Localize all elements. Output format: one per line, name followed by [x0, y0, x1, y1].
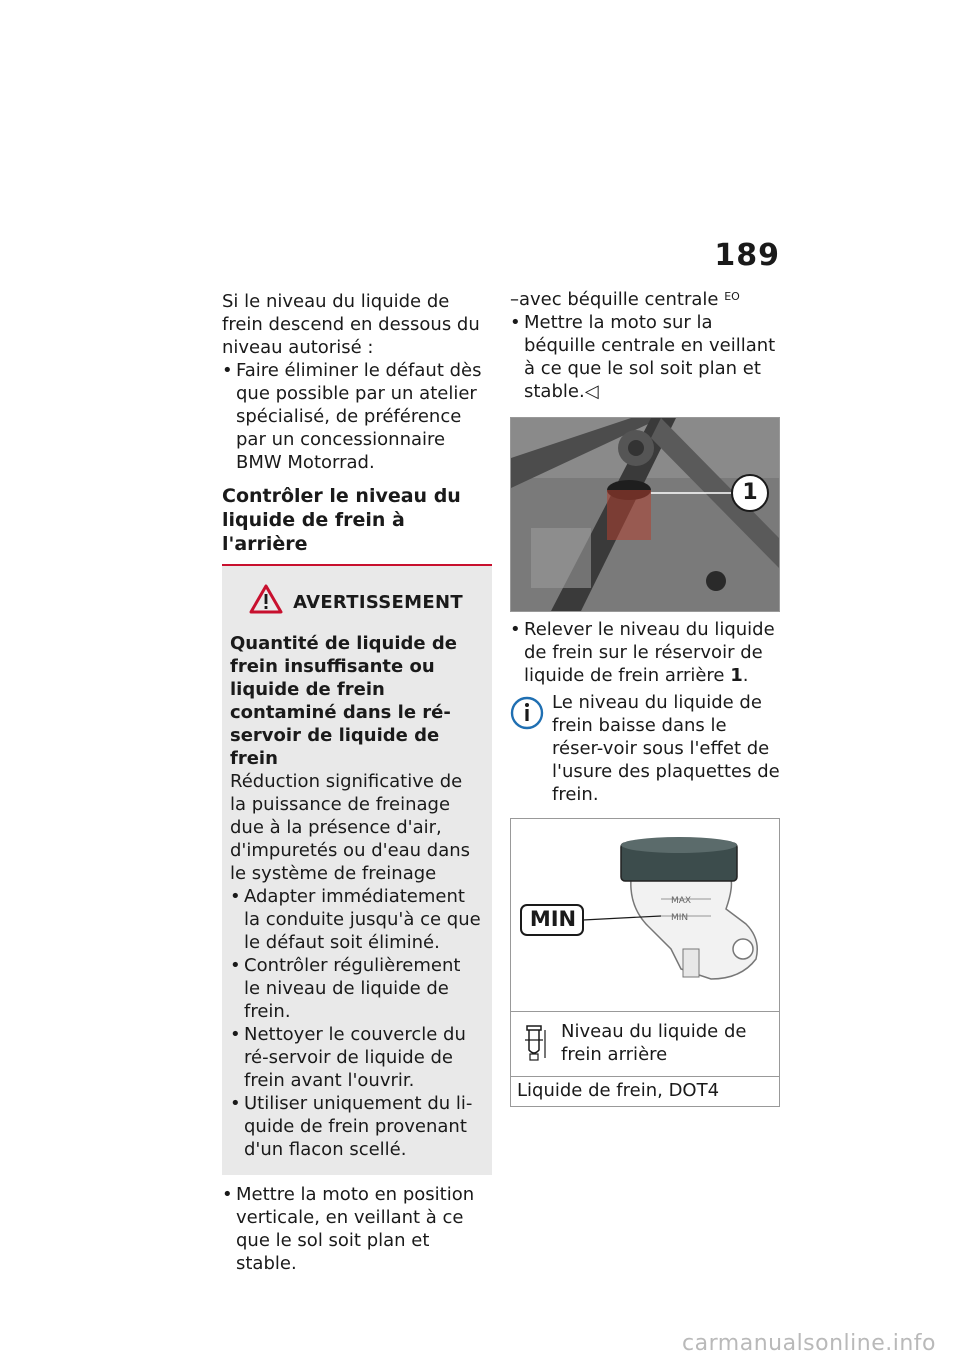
info-text: Le niveau du liquide de frein baisse dans le réser-voir sous l'effet de l'usure des plaquettes de frein. — [552, 692, 780, 805]
page-number: 189 — [714, 238, 780, 273]
warning-bullet: • Adapter immédiatement la conduite jusqu'à ce que le défaut soit éliminé. — [230, 885, 482, 954]
diagram-min-mark: MIN — [671, 913, 689, 923]
warning-box — [222, 566, 492, 1175]
watermark: carmanualsonline.info — [682, 1331, 936, 1356]
info-note — [510, 691, 780, 806]
warning-bold-text: Quantité de liquide de frein insuffisante ou liquide de frein contaminé dans le ré-servoir de liquide de frein — [230, 633, 457, 769]
warning-triangle-icon — [249, 584, 283, 620]
variant-line: –avec béquille centrale $^{EO}$ — [510, 289, 740, 310]
reservoir-photo-illustration — [511, 418, 779, 611]
warning-bullet: • Contrôler régulièrement le niveau de liquide de frein. — [230, 954, 482, 1023]
check-bullet-text: Relever le niveau du liquide de frein sur le réservoir de liquide de frein arrière — [524, 619, 775, 686]
stand-bullet-text: Mettre la moto sur la béquille centrale en veillant à ce que le sol soit plan et stable. — [524, 312, 776, 402]
spec-table — [510, 1012, 780, 1107]
upright-bullet: • Mettre la moto en position verticale, en veillant à ce que le sol soit plan et stable. — [222, 1183, 492, 1275]
diagram-max-mark: MAX — [671, 896, 692, 906]
variant-text: avec béquille centrale — [519, 289, 719, 310]
reservoir-photo — [510, 417, 780, 612]
warning-header — [230, 584, 482, 620]
section-heading: Contrôler le niveau du liquide de frein à l'arrière — [222, 485, 461, 555]
warning-bullet: • Utiliser uniquement du li-quide de frein provenant d'un flacon scellé. — [230, 1092, 482, 1161]
check-bullet-ref: 1 — [730, 665, 743, 686]
spec-header-row — [511, 1012, 779, 1077]
intro-text: Si le niveau du liquide de frein descend en dessous du niveau autorisé : — [222, 291, 480, 358]
fluid-level-icon — [521, 1020, 549, 1070]
intro-bullet: • Faire éliminer le défaut dès que possible par un atelier spécialisé, de préférence par un concessionnaire BMW Motorrad. — [222, 359, 492, 474]
warning-body: Réduction significative de la puissance de freinage due à la présence d'air, d'impuretés ou d'eau dans le système de freinage — [230, 771, 471, 884]
info-icon — [510, 691, 544, 806]
warning-bullet: • Nettoyer le couvercle du ré-servoir de liquide de frein avant l'ouvrir. — [230, 1023, 482, 1092]
stand-bullet — [510, 311, 780, 403]
spec-label: Niveau du liquide de frein arrière — [561, 1021, 747, 1065]
level-diagram — [510, 818, 780, 1012]
callout-1: 1 — [731, 474, 769, 512]
diagram-min-label: MIN — [529, 907, 577, 931]
spec-value: Liquide de frein, DOT4 — [517, 1080, 720, 1101]
right-column — [510, 288, 780, 1107]
check-bullet: • Relever le niveau du liquide de frein sur le réservoir de liquide de frein arrière 1. — [510, 618, 780, 687]
left-column — [222, 290, 492, 1275]
warning-title: AVERTISSEMENT — [293, 591, 463, 613]
end-mark: ◁ — [584, 381, 599, 402]
variant-tag: EO — [724, 290, 740, 303]
